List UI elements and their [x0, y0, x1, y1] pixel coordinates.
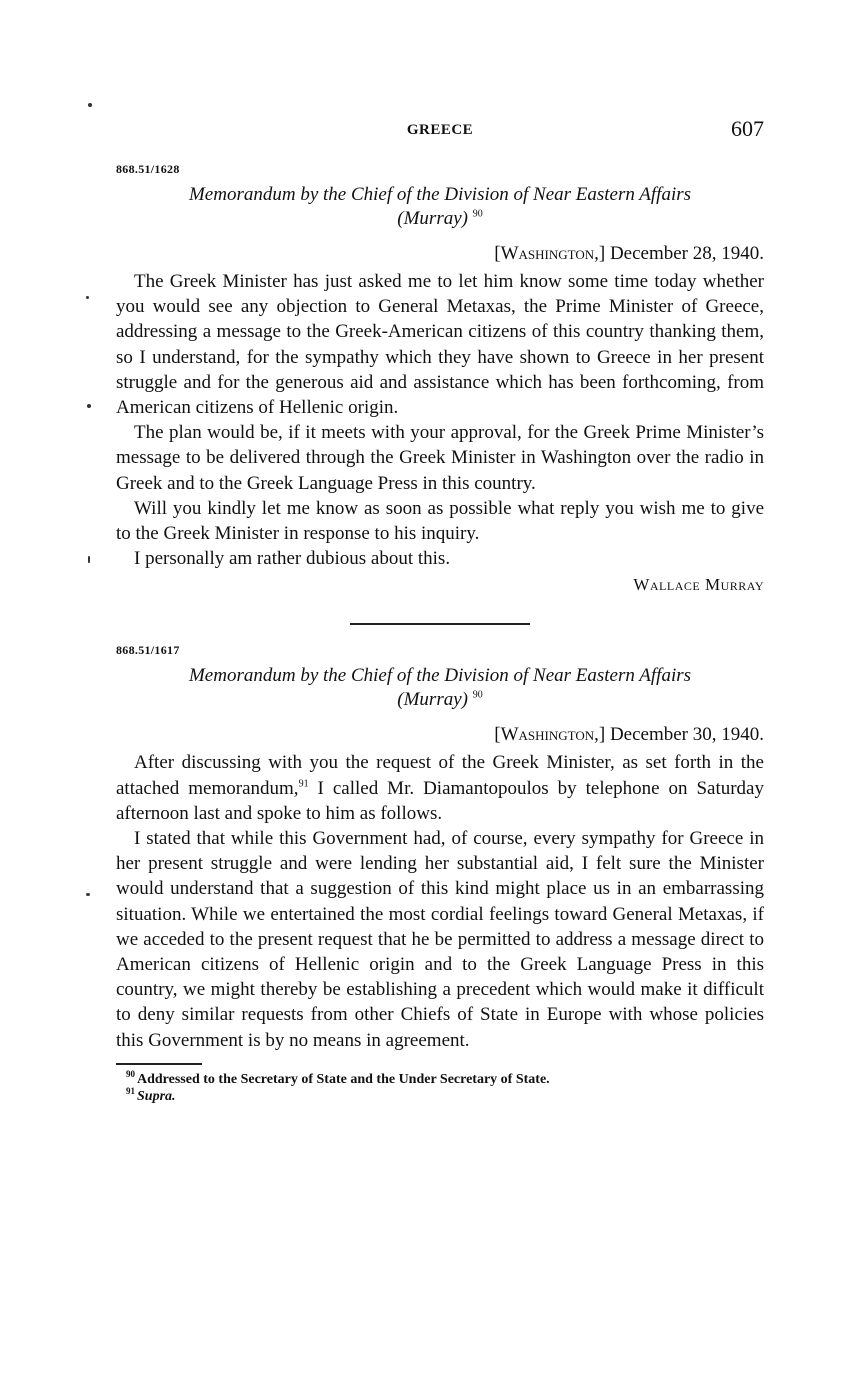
dateline-date: December 28, 1940. [609, 243, 764, 264]
section-divider [350, 623, 530, 625]
dateline [116, 243, 764, 265]
scan-speck [88, 556, 90, 563]
file-number: 868.51/1628 [116, 162, 180, 176]
dateline-date: December 30, 1940. [609, 724, 764, 746]
paragraph-text: I called Mr. Diamantopoulos by telephone on Saturday afternoon last and spoke to him as follows. [116, 777, 764, 824]
document-title [116, 183, 764, 231]
scan-speck [87, 404, 91, 408]
page-header [116, 114, 764, 148]
paragraph: Will you kindly let me know as soon as possible what reply you wish me to give to the Greek Minister in response to his inquiry. [116, 497, 764, 545]
footnote-ref: 90 [472, 690, 483, 702]
title-line-1: Memorandum by the Chief of the Division of Near Eastern Affairs [188, 665, 692, 687]
footnote-text: Addressed to the Secretary of State and the Under Secretary of State. [137, 1071, 550, 1087]
document-title [116, 664, 764, 712]
footnote-number: 90 [126, 1069, 135, 1080]
title-line-2: (Murray) [397, 689, 468, 711]
paragraph: I stated that while this Government had, of course, every sympathy for Greece in her present struggle and were lending her substantial aid, I felt sure the Minister would understand that a suggestion of this kind might place us in an embarrassing situation. While we entertained the most cordial feelings toward General Metaxas, if we acceded to the present request that he be permitted to address a message direct to American citizens of Hellenic origin and to the Greek Language Press in this country, we might thereby be establishing a precedent which would make it difficult to deny similar requests from other Chiefs of State in Europe with whose policies this Government is by no means in agreement. [116, 828, 764, 1051]
scan-speck [86, 893, 90, 896]
dateline-place: [Washington,] [494, 724, 606, 746]
scan-speck [88, 103, 92, 107]
paragraph-text: After discussing with you the request of the Greek Minister, as set forth in the attached memorandum, [116, 752, 764, 799]
paragraph [116, 750, 764, 826]
running-title: GREECE [406, 122, 474, 138]
footnote-text: Supra. [137, 1088, 176, 1104]
footnote-rule [116, 1063, 202, 1065]
paragraph: The plan would be, if it meets with your approval, for the Greek Prime Minister’s message to be delivered through the Greek Minister in Washington over the radio in Greek and to the Greek Language Press in this country. [116, 422, 764, 494]
paragraph: The Greek Minister has just asked me to let him know some time today whether you would see any objection to General Metaxas, the Prime Minister of Greece, addressing a message to the Greek-American citizens of this country thanking them, so I understand, for the sympathy which they have shown to Greece in her present struggle and for the generous aid and assistance which has been forthcoming, from American citizens of Hellenic origin. [116, 271, 764, 419]
footnote [126, 1071, 764, 1088]
footnote-ref: 91 [298, 778, 309, 790]
dateline [116, 724, 764, 746]
file-number: 868.51/1617 [116, 643, 180, 658]
footnote-number: 91 [126, 1086, 135, 1097]
footnote [126, 1088, 764, 1105]
signature: Wallace Murray [633, 575, 764, 595]
scan-speck [86, 296, 89, 299]
document-page [116, 114, 764, 1105]
title-line-2: (Murray) [397, 208, 468, 229]
footnote-ref: 90 [472, 208, 483, 220]
paragraph: I personally am rather dubious about this. [134, 548, 451, 570]
title-line-1: Memorandum by the Chief of the Division of Near Eastern Affairs [188, 184, 692, 205]
dateline-place: [Washington,] [494, 243, 606, 264]
page-number: 607 [731, 116, 764, 141]
